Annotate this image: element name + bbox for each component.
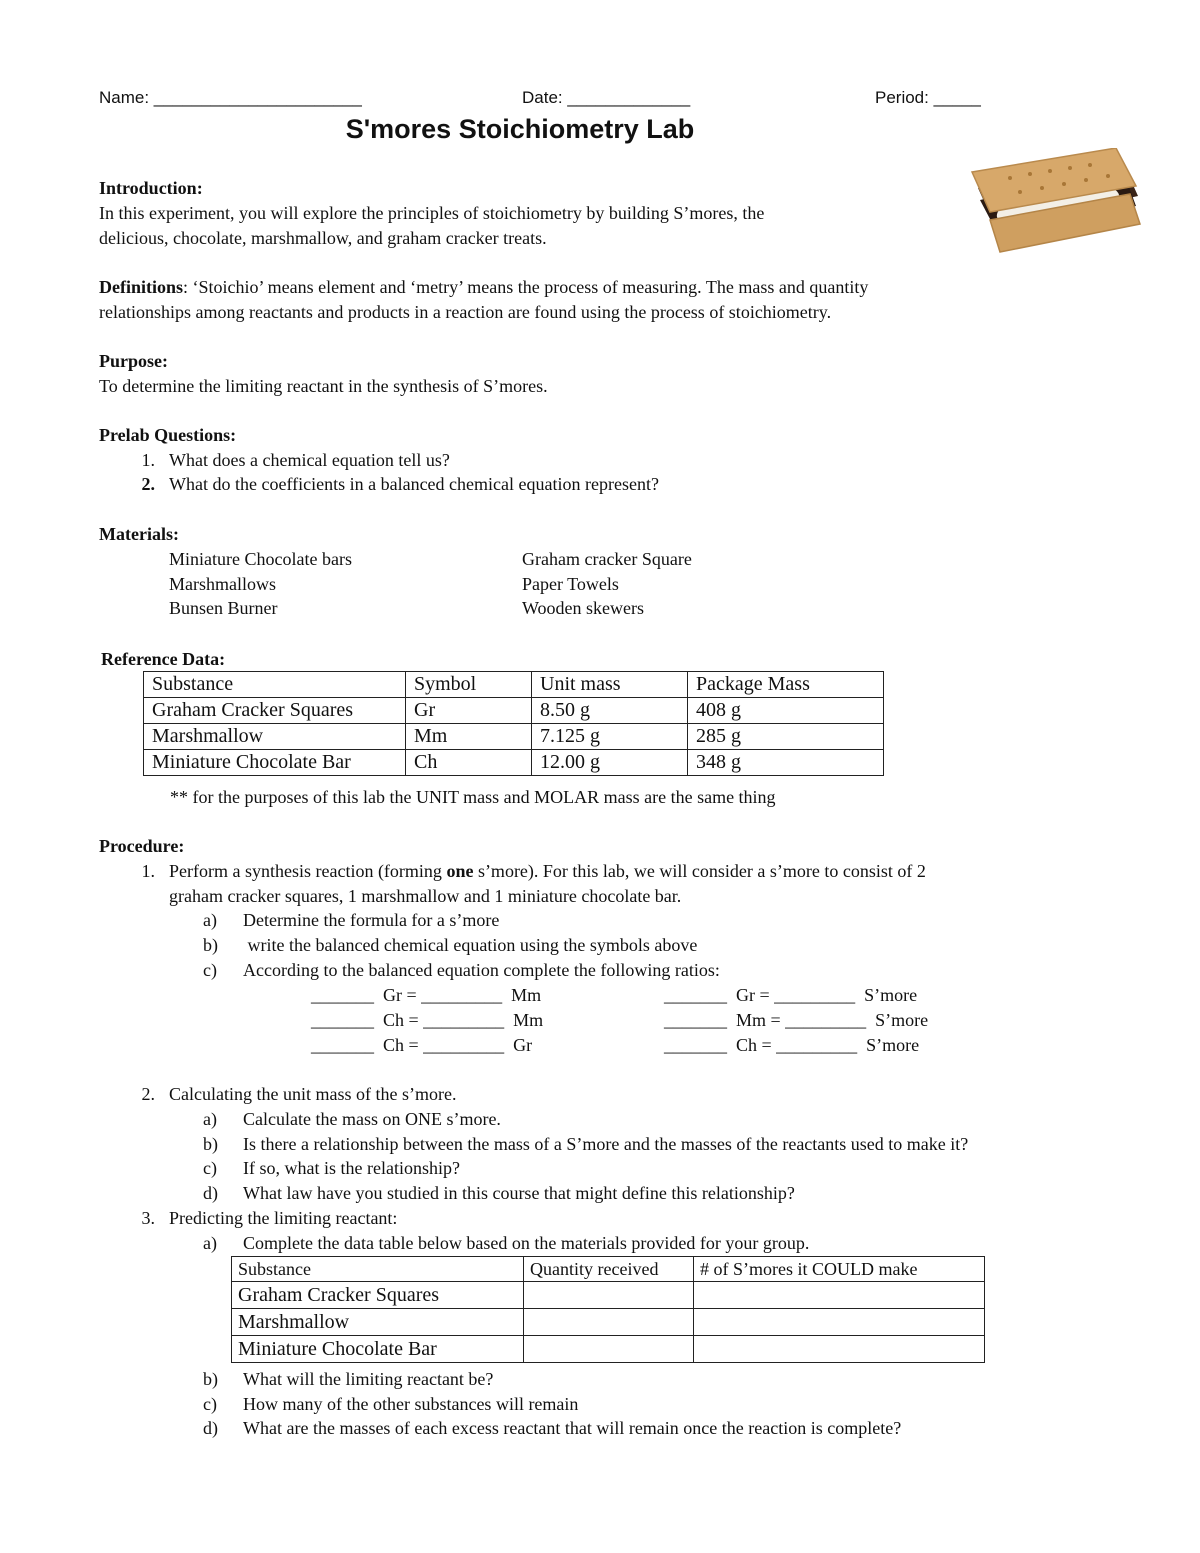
sub-item bbox=[203, 1367, 493, 1392]
table-cell: 12.00 g bbox=[532, 750, 688, 776]
prelab-question bbox=[115, 472, 659, 497]
definitions-text: : ‘Stoichio’ means element and ‘metry’ means the process of measuring. The mass and quantity bbox=[183, 277, 869, 297]
procedure-step-3 bbox=[115, 1206, 397, 1231]
ratio-row: _______ Ch = _________ S’more bbox=[664, 1035, 920, 1055]
ratio-row: _______ Gr = _________ Mm bbox=[311, 985, 542, 1005]
sub-item-text: Is there a relationship between the mass of a S’more and the masses of the reactants used to make it? bbox=[243, 1134, 969, 1154]
step-text: graham cracker squares, 1 marshmallow and 1 miniature chocolate bar. bbox=[169, 886, 682, 906]
sub-item-text: Determine the formula for a s’more bbox=[243, 910, 500, 930]
sub-item-letter: b) bbox=[203, 1134, 218, 1154]
table-cell: Ch bbox=[406, 750, 532, 776]
table-row bbox=[232, 1309, 985, 1336]
purpose-text: To determine the limiting reactant in the synthesis of S’mores. bbox=[99, 376, 548, 396]
table-cell: 8.50 g bbox=[532, 698, 688, 724]
ratio-row: _______ Ch = _________ Gr bbox=[311, 1035, 533, 1055]
material-item: Marshmallows bbox=[169, 574, 276, 594]
group-data-table bbox=[231, 1256, 985, 1363]
table-cell: 348 g bbox=[688, 750, 884, 776]
sub-item-letter: c) bbox=[203, 1394, 217, 1414]
sub-item-text: Complete the data table below based on the materials provided for your group. bbox=[243, 1233, 810, 1253]
step-text: Calculating the unit mass of the s’more. bbox=[169, 1084, 457, 1104]
sub-item-letter: b) bbox=[203, 935, 218, 955]
table-header-cell: # of S’mores it COULD make bbox=[694, 1257, 985, 1282]
table-cell: 408 g bbox=[688, 698, 884, 724]
table-header-cell: Quantity received bbox=[524, 1257, 694, 1282]
reference-note: ** for the purposes of this lab the UNIT mass and MOLAR mass are the same thing bbox=[170, 787, 776, 807]
sub-item bbox=[203, 933, 697, 958]
name-field-label: Name: ______________________ bbox=[99, 88, 362, 107]
table-row bbox=[144, 698, 884, 724]
definitions-line2: relationships among reactants and products in a reaction are found using the process of stoichiometry. bbox=[99, 302, 832, 322]
date-field-label: Date: _____________ bbox=[522, 88, 691, 107]
sub-item-text: What will the limiting reactant be? bbox=[243, 1369, 494, 1389]
ratio-row: _______ Mm = _________ S’more bbox=[664, 1010, 929, 1030]
quantity-cell[interactable] bbox=[524, 1309, 694, 1336]
table-header-cell: Unit mass bbox=[532, 672, 688, 698]
intro-text-line2: delicious, chocolate, marshmallow, and graham cracker treats. bbox=[99, 228, 547, 248]
table-row bbox=[144, 750, 884, 776]
sub-item bbox=[203, 1392, 578, 1417]
sub-item-letter: b) bbox=[203, 1369, 218, 1389]
definitions-heading: Definitions bbox=[99, 277, 184, 297]
table-row bbox=[232, 1336, 985, 1363]
table-header-cell: Substance bbox=[144, 672, 406, 698]
sub-item bbox=[203, 1231, 809, 1256]
list-number: 1. bbox=[141, 861, 155, 881]
table-cell: Marshmallow bbox=[232, 1309, 524, 1336]
list-number: 3. bbox=[141, 1208, 155, 1228]
step-text-bold: one bbox=[446, 861, 474, 881]
definitions-line1 bbox=[99, 275, 868, 300]
table-cell: Graham Cracker Squares bbox=[144, 698, 406, 724]
sub-item bbox=[203, 1132, 968, 1157]
table-header-row bbox=[144, 672, 884, 698]
quantity-cell[interactable] bbox=[524, 1336, 694, 1363]
table-row bbox=[232, 1282, 985, 1309]
quantity-cell[interactable] bbox=[524, 1282, 694, 1309]
step-text: s’more). For this lab, we will consider a s’more to consist of 2 bbox=[473, 861, 926, 881]
table-header-cell: Symbol bbox=[406, 672, 532, 698]
table-cell: 285 g bbox=[688, 724, 884, 750]
purpose-heading: Purpose: bbox=[99, 351, 168, 371]
sub-item bbox=[203, 958, 720, 983]
table-cell: Mm bbox=[406, 724, 532, 750]
sub-item-text: What are the masses of each excess reactant that will remain once the reaction is complete? bbox=[243, 1418, 902, 1438]
sub-item-letter: d) bbox=[203, 1183, 218, 1203]
smores-count-cell[interactable] bbox=[694, 1336, 985, 1363]
list-number: 2. bbox=[141, 474, 155, 494]
prelab-question bbox=[115, 448, 450, 473]
table-cell: Miniature Chocolate Bar bbox=[144, 750, 406, 776]
sub-item bbox=[203, 1107, 501, 1132]
sub-item bbox=[203, 1156, 460, 1181]
prelab-question-text: What do the coefficients in a balanced chemical equation represent? bbox=[169, 474, 659, 494]
list-number: 1. bbox=[141, 450, 155, 470]
table-cell: Miniature Chocolate Bar bbox=[232, 1336, 524, 1363]
table-row bbox=[144, 724, 884, 750]
table-cell: Graham Cracker Squares bbox=[232, 1282, 524, 1309]
materials-heading: Materials: bbox=[99, 524, 179, 544]
table-cell: Marshmallow bbox=[144, 724, 406, 750]
table-header-cell: Substance bbox=[232, 1257, 524, 1282]
sub-item-letter: c) bbox=[203, 1158, 217, 1178]
sub-item bbox=[203, 1181, 795, 1206]
sub-item-text: If so, what is the relationship? bbox=[243, 1158, 460, 1178]
table-cell: 7.125 g bbox=[532, 724, 688, 750]
procedure-heading: Procedure: bbox=[99, 836, 185, 856]
smores-count-cell[interactable] bbox=[694, 1309, 985, 1336]
step-text: Predicting the limiting reactant: bbox=[169, 1208, 398, 1228]
prelab-question-text: What does a chemical equation tell us? bbox=[169, 450, 450, 470]
material-item: Paper Towels bbox=[522, 574, 619, 594]
sub-item-text: Calculate the mass on ONE s’more. bbox=[243, 1109, 501, 1129]
table-header-row bbox=[232, 1257, 985, 1282]
procedure-step-2 bbox=[115, 1082, 456, 1107]
period-field-label: Period: _____ bbox=[875, 88, 981, 107]
page-title: S'mores Stoichiometry Lab bbox=[345, 114, 695, 144]
material-item: Wooden skewers bbox=[522, 598, 645, 618]
sub-item-letter: a) bbox=[203, 910, 217, 930]
material-item: Bunsen Burner bbox=[169, 598, 278, 618]
sub-item-text: According to the balanced equation complete the following ratios: bbox=[243, 960, 720, 980]
ratio-row: _______ Gr = _________ S’more bbox=[664, 985, 918, 1005]
intro-heading: Introduction: bbox=[99, 178, 203, 198]
table-header-cell: Package Mass bbox=[688, 672, 884, 698]
ratio-row: _______ Ch = _________ Mm bbox=[311, 1010, 544, 1030]
sub-item-letter: d) bbox=[203, 1418, 218, 1438]
sub-item bbox=[203, 1416, 901, 1441]
step-text: Perform a synthesis reaction (forming bbox=[169, 861, 447, 881]
sub-item-text: What law have you studied in this course that might define this relationship? bbox=[243, 1183, 795, 1203]
table-cell: Gr bbox=[406, 698, 532, 724]
intro-text-line1: In this experiment, you will explore the principles of stoichiometry by building S’mores, the bbox=[99, 203, 765, 223]
sub-item bbox=[203, 908, 499, 933]
sub-item-text: write the balanced chemical equation using the symbols above bbox=[243, 935, 698, 955]
procedure-step-1 bbox=[115, 859, 926, 884]
material-item: Graham cracker Square bbox=[522, 549, 692, 569]
sub-item-text: How many of the other substances will remain bbox=[243, 1394, 579, 1414]
reference-table bbox=[143, 671, 884, 776]
prelab-heading: Prelab Questions: bbox=[99, 425, 237, 445]
material-item: Miniature Chocolate bars bbox=[169, 549, 352, 569]
sub-item-letter: a) bbox=[203, 1109, 217, 1129]
list-number: 2. bbox=[141, 1084, 155, 1104]
smores-count-cell[interactable] bbox=[694, 1282, 985, 1309]
sub-item-letter: c) bbox=[203, 960, 217, 980]
smores-image bbox=[970, 148, 1142, 260]
reference-heading: Reference Data: bbox=[101, 649, 226, 669]
sub-item-letter: a) bbox=[203, 1233, 217, 1253]
